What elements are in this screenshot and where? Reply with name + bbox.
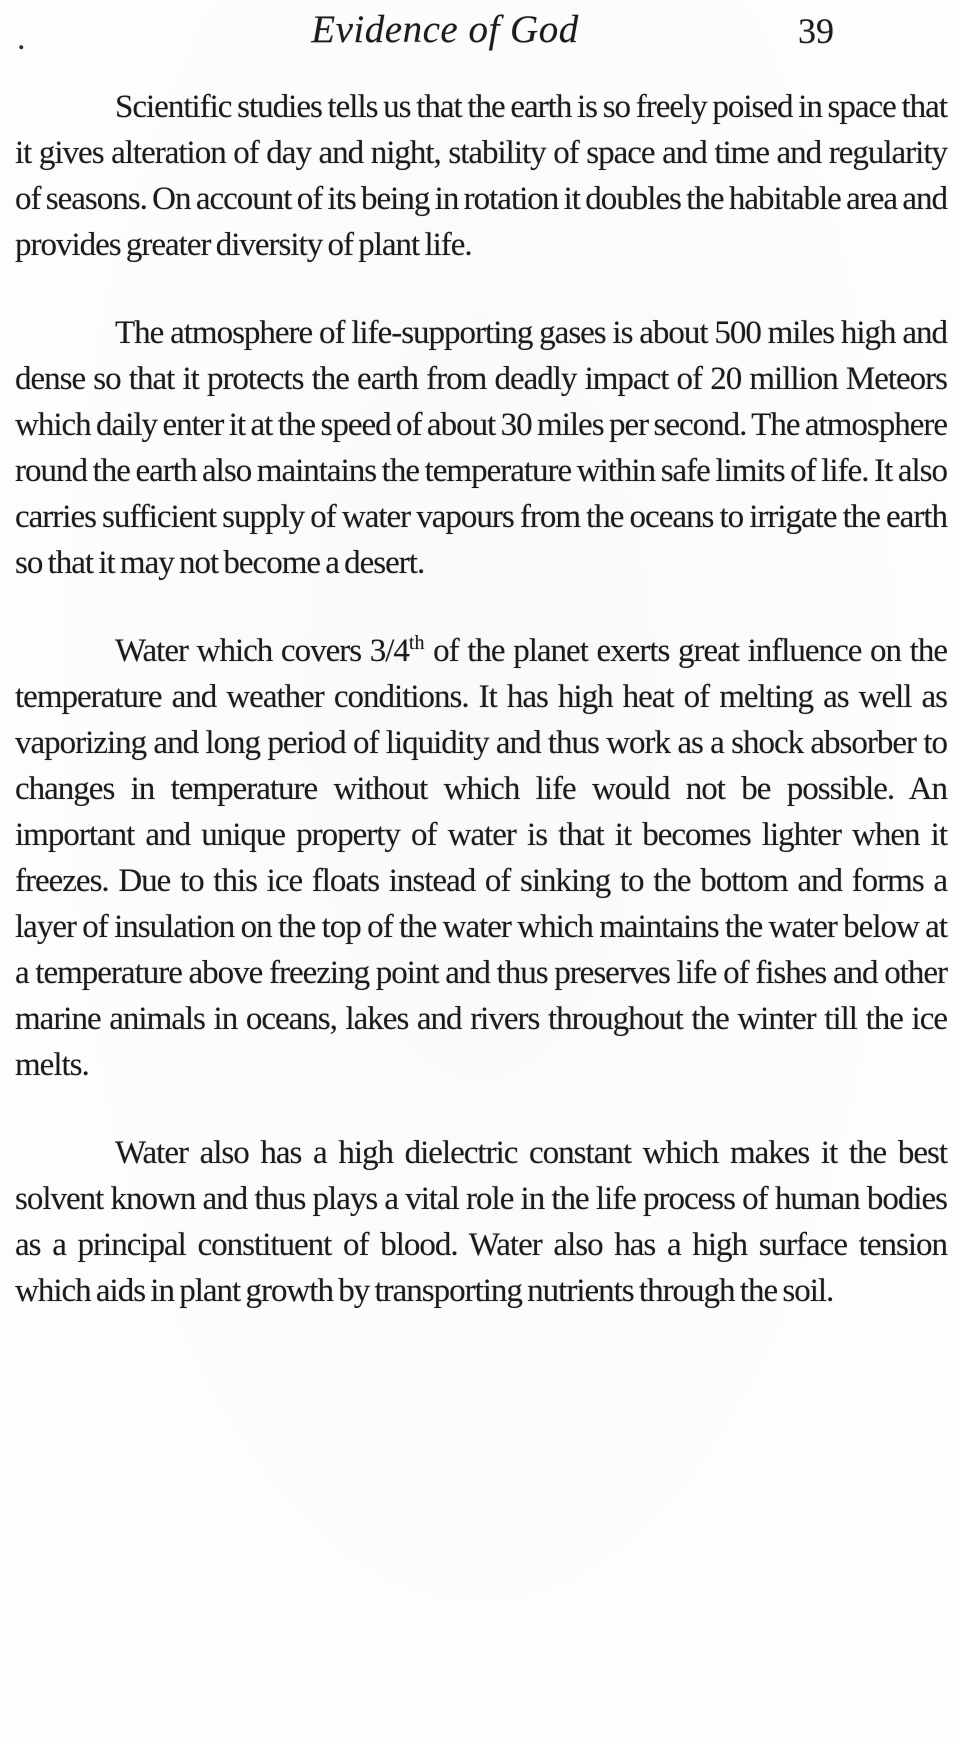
running-head-title: Evidence of God xyxy=(311,8,579,51)
page-number: 39 xyxy=(798,11,834,51)
paragraph-text: Water also has a high dielectric constant which makes it the best solvent known and thus plays a vital role in the life process of human bodies as a principal constituent of blood. Water also has a high surface tension which aids in plant growth by transporting nutrients through the soil. xyxy=(15,1135,947,1309)
paragraph-text: Scientific studies tells us that the earth is so freely poised in space that it gives alteration of day and night, stability of space and time and regularity of seasons. On account of its being in rotation it doubles the habitable area and provides greater diversity of plant life. xyxy=(15,89,947,263)
paragraph-water-dielectric xyxy=(15,1130,947,1314)
paragraph-text: The atmosphere of life-supporting gases is about 500 miles high and dense so that it protects the earth from deadly impact of 20 million Meteors which daily enter it at the speed of about 30 miles per second. The atmosphere round the earth also maintains the temperature within safe limits of life. It also carries sufficient supply of water vapours from the oceans to irrigate the earth so that it may not become a desert. xyxy=(15,315,947,581)
paragraph-earth-poised xyxy=(15,84,947,268)
paragraph-atmosphere xyxy=(15,310,947,586)
page-body xyxy=(15,84,947,1314)
stray-ink-dot: . xyxy=(17,20,26,57)
paragraph-text: of the planet exerts great influence on the temperature and weather conditions. It has high heat of melting as well as vaporizing and long period of liquidity and thus work as a shock absorber to changes in temperature without which life would not be possible. An important and unique property of water is that it becomes lighter when it freezes. Due to this ice floats instead of sinking to the bottom and forms a layer of insulation on the top of the water which maintains the water below at a temperature above freezing point and thus preserves life of fishes and other marine animals in oceans, lakes and rivers throughout the winter till the ice melts. xyxy=(15,633,948,1083)
superscript-th: th xyxy=(408,632,425,654)
paragraph-text: Water which covers 3/4 xyxy=(115,633,409,669)
paragraph-water-properties xyxy=(15,628,947,1088)
page-header xyxy=(0,6,960,60)
